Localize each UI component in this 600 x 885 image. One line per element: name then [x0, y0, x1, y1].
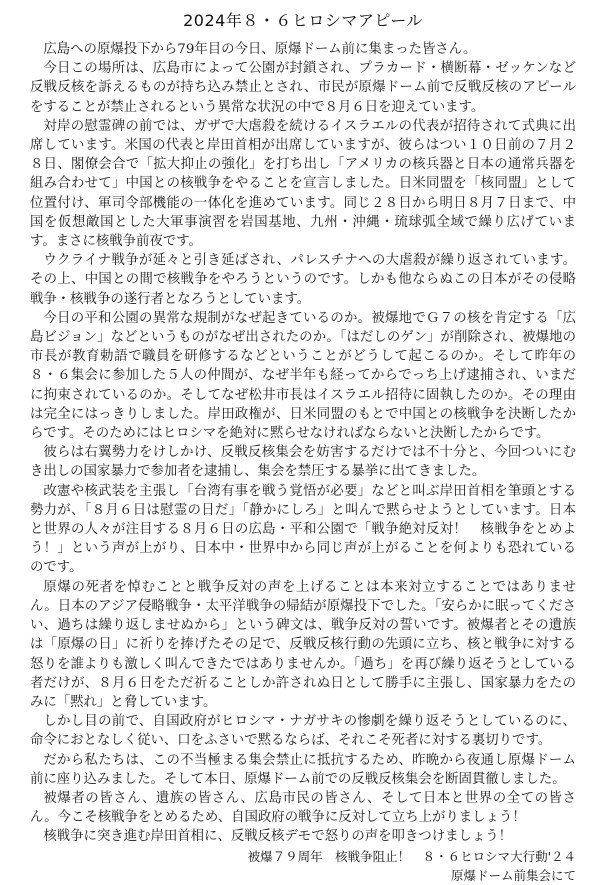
document-title: 2024年８・６ヒロシマアピール — [183, 11, 423, 30]
paragraph-why-restrictions: 今日の平和公園の異常な規制がなぜ起きているのか。被爆地でＧ７の核を肯定する「広島ビジョン」などというものがなぜ出されたのか。「はだしのゲン」が削除され、被爆地の市長が教育勅語で職員を研修するなどということがどうして起こるのか。そして昨年の８・６集会に参加した５人の仲間が、なぜ半年も経ってからでっち上げ逮捕され、いまだに拘束されているのか。そしてなぜ松井市長はイスラエル招待に固執したのか。その理由は完全にはっきりしました。岸田政権が、日米同盟のもとで中国との核戦争を決断したからです。そのためにはヒロシマを絶対に黙らせなければならないと決断したからです。 — [30, 310, 576, 442]
signature-line-1: 被爆７９周年 核戦争阻止！ ８・６ヒロシマ大行動'２４ — [247, 848, 576, 864]
paragraph-silencing: 改憲や核武装を主張し「台湾有事を戦う覚悟が必要」などと叫ぶ岸田首相を筆頭とする勢力が、「８月６日は慰霊の日だ」「静かにしろ」と叫んで黙らせようとしています。日本と世界の人々が注目する８月６日の広島・平和公園で「戦争絶対反対！ 核戦争をとめよう！」という声が上がり、日本中・世界中から同じ声が上がることを何よりも恐れているのです。 — [30, 483, 576, 576]
paragraph-mourning-and-protest: 原爆の死者を悼むことと戦争反対の声を上げることは本来対立することではありません。日本のアジア侵略戦争・太平洋戦争の帰結が原爆投下でした。「安らかに眠ってください、過ちは繰り返しませぬから」という碑文は、戦争反対の誓いです。被爆者とその遺族は「原爆の日」に祈りを捧げたその足で、反戦反核行動の先頭に立ち、核と戦争に対する怒りを誰よりも激しく叫んできたではありませんか。「過ち」を再び繰り返そうとしている者だけが、８月６日をただ祈ることしか許されぬ日として勝手に主張し、国家暴力をたのみに「黙れ」と脅しています。 — [30, 579, 576, 710]
paragraph-betrayal: しかし目の前で、自国政府がヒロシマ・ナガサキの惨劇を繰り返そうとしているのに、命令におとなしく従い、口をふさいで黙るならば、それこそ死者に対する裏切りです。 — [30, 714, 576, 749]
paragraph-memorial-ceremony: 対岸の慰霊碑の前では、ガザで大虐殺を続けるイスラエルの代表が招待されて式典に出席しています。米国の代表と岸田首相が出席していますが、彼らはつい１０日前の７月２８日、閣僚会合で「拡大抑止の強化」を打ち出し「アメリカの核兵器と日本の通常兵器を組み合わせて」中国との核戦争をやることを宣言しました。日米同盟を「核同盟」として位置付け、軍司令部機能の一体化を進めています。同じ２８日から明日８月７日まで、中国を仮想敵国とした大軍事演習を岩国基地、九州・沖縄・琉球弧全域で繰り広げています。まさに核戦争前夜です。 — [30, 118, 576, 250]
paragraph-ukraine-palestine: ウクライナ戦争が延々と引き延ばされ、パレスチナへの大虐殺が繰り返されています。その上、中国との間で核戦争をやろうというのです。しかも他ならぬこの日本がその侵略戦争・核戦争の遂行者となろうとしています。 — [30, 253, 576, 307]
paragraph-state-violence: 彼らは右翼勢力をけしかけ、反戦反核集会を妨害するだけでは不十分と、今回ついにむき出しの国家暴力で参加者を逮捕し、集会を禁圧する暴挙に出てきました。 — [30, 445, 576, 480]
document-body — [30, 40, 576, 847]
signature-line-2: 原爆ドーム前集会にて — [450, 867, 576, 883]
paragraph-closing: 核戦争に突き進む岸田首相に、反戦反核デモで怒りの声を叩きつけましょう！ — [43, 829, 513, 845]
paragraph-park-closure: 今日この場所は、広島市によって公園が封鎖され、プラカード・横断幕・ゼッケンなど反戦反核を訴えるものが持ち込み禁止とされ、市民が原爆ドーム前で反戦反核のアピールをすることが禁止されるという異常な状況の中で８月６日を迎えています。 — [30, 61, 576, 115]
paragraph-sit-in: だから私たちは、この不当極まる集会禁止に抵抗するため、昨晩から夜通し原爆ドーム前に座り込みました。そして本日、原爆ドーム前での反戦反核集会を断固貫徹しました。 — [30, 752, 576, 787]
paragraph-greeting: 広島への原爆投下から79年目の今日、原爆ドーム前に集まった皆さん。 — [43, 42, 477, 57]
document-page — [30, 0, 576, 885]
paragraph-call-to-action: 被爆者の皆さん、遺族の皆さん、広島市民の皆さん、そして日本と世界の全ての皆さん。今こそ核戦争をとめるため、自国政府の戦争に反対して立ち上がりましょう！ — [30, 790, 576, 826]
